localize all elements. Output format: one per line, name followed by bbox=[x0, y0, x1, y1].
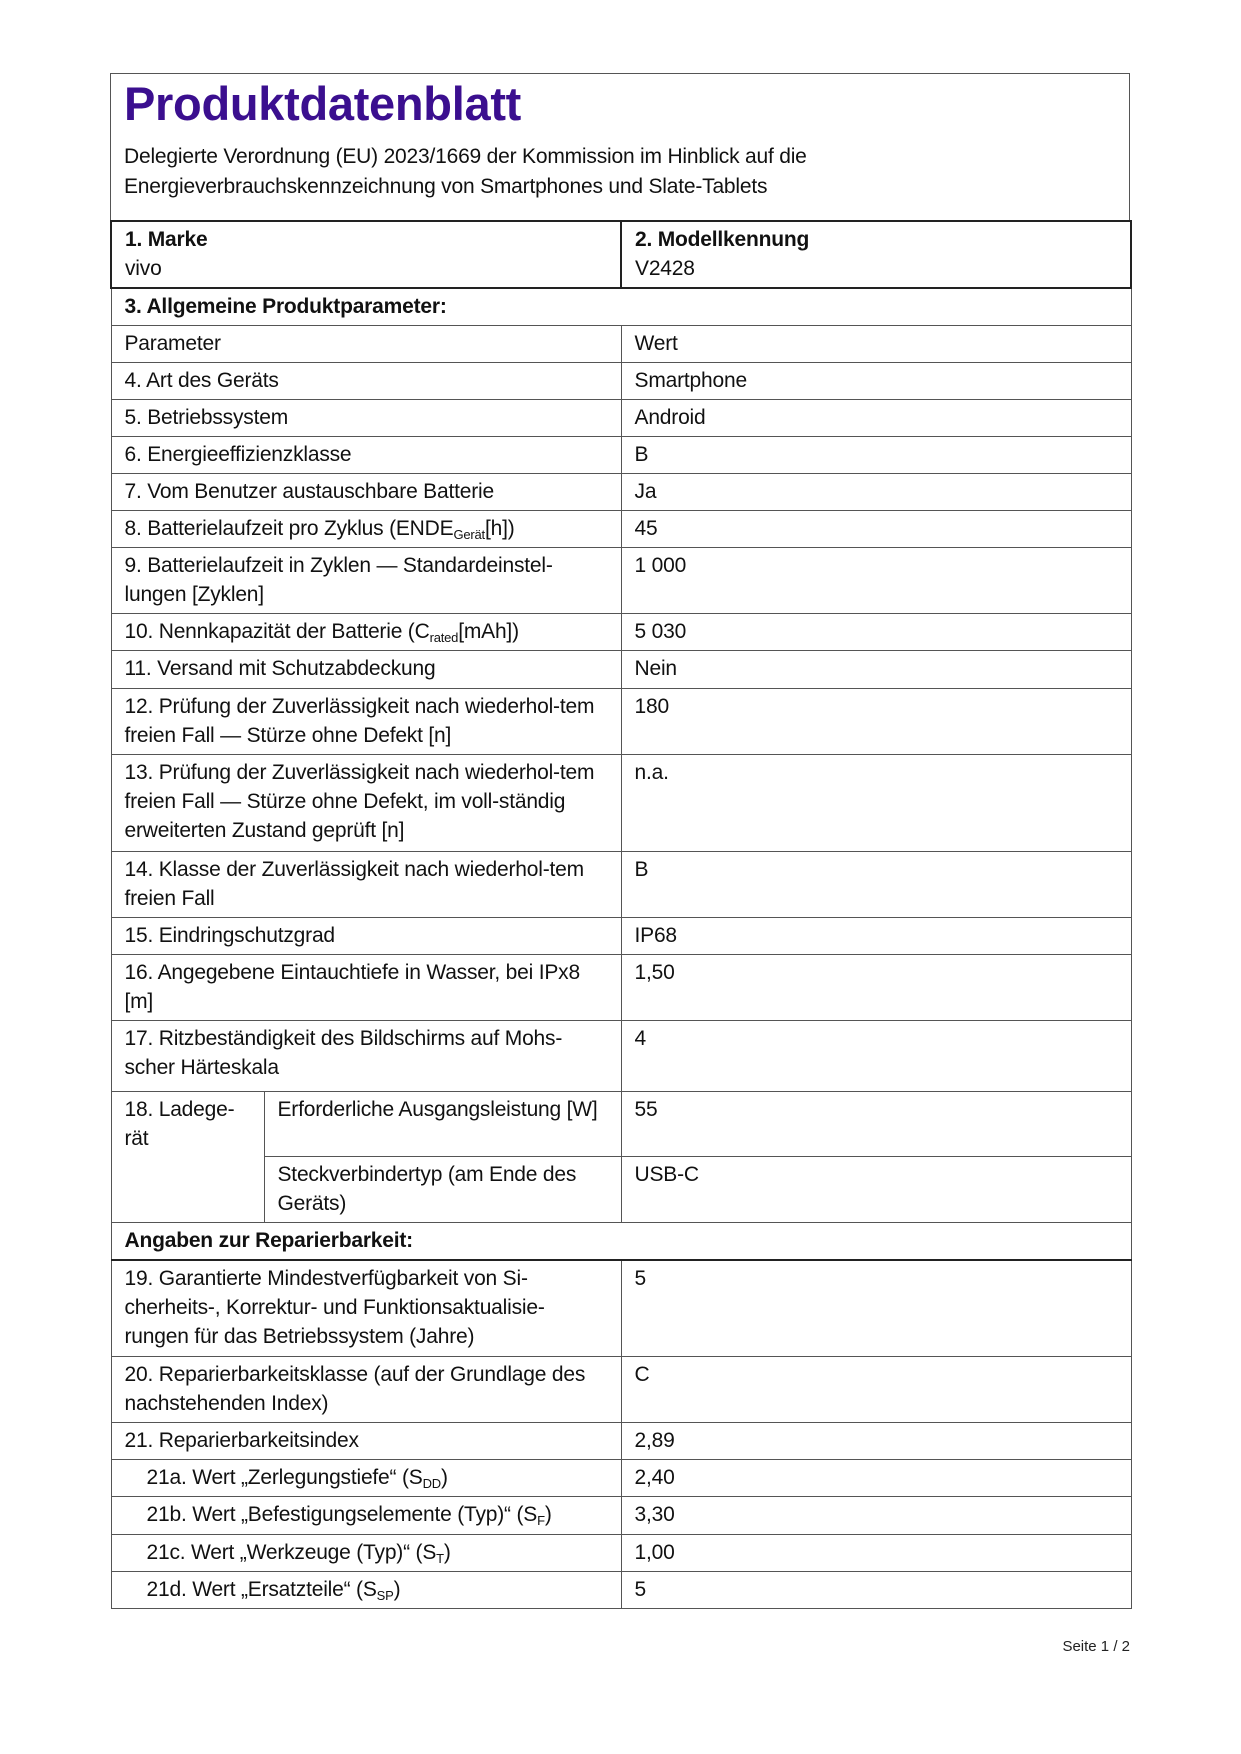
charger-power-value: 55 bbox=[621, 1092, 1131, 1157]
label-text: ) bbox=[440, 1465, 448, 1489]
section-title: 3. Allgemeine Produktparameter: bbox=[111, 288, 1131, 326]
row-value: 180 bbox=[621, 689, 1131, 755]
table-row bbox=[111, 511, 1131, 548]
label-text: ) bbox=[443, 1540, 451, 1564]
label-subscript: Gerät bbox=[453, 527, 485, 542]
label-text: [mAh]) bbox=[458, 620, 519, 643]
row-value: Smartphone bbox=[621, 363, 1131, 400]
row-label: 11. Versand mit Schutzabdeckung bbox=[111, 651, 621, 689]
brand-model-row bbox=[111, 221, 1131, 288]
row-value: 45 bbox=[621, 511, 1131, 548]
charger-connector-label: Steckverbindertyp (am Ende des Geräts) bbox=[264, 1157, 621, 1223]
row-value: 1 000 bbox=[621, 548, 1131, 614]
table-row bbox=[111, 1260, 1131, 1356]
label-subscript: F bbox=[537, 1512, 545, 1528]
label-text: ) bbox=[393, 1577, 401, 1601]
section-title: Angaben zur Reparierbarkeit: bbox=[111, 1223, 1131, 1261]
table-row bbox=[111, 363, 1131, 400]
table-row bbox=[111, 918, 1131, 955]
table-row bbox=[111, 437, 1131, 474]
row-label bbox=[111, 1571, 621, 1608]
row-label: 20. Reparierbarkeitsklasse (auf der Grundlage des nachstehenden Index) bbox=[111, 1356, 621, 1422]
column-header-row bbox=[111, 326, 1131, 363]
row-label: 15. Eindringschutzgrad bbox=[111, 918, 621, 955]
model-label: 2. Modellkennung bbox=[635, 228, 810, 251]
table-row bbox=[111, 614, 1131, 651]
label-text: [h]) bbox=[484, 517, 515, 540]
column-header-value: Wert bbox=[621, 326, 1131, 363]
table-row bbox=[111, 548, 1131, 614]
section-header-general bbox=[111, 288, 1131, 326]
row-value: 5 030 bbox=[621, 614, 1131, 651]
row-label: 9. Batterielaufzeit in Zyklen — Standardeinstel-lungen [Zyklen] bbox=[111, 548, 621, 614]
product-parameter-table bbox=[110, 220, 1132, 1609]
product-data-sheet bbox=[110, 73, 1130, 1609]
label-text: 21d. Wert „Ersatzteile“ (S bbox=[146, 1577, 377, 1601]
row-label: 17. Ritzbeständigkeit des Bildschirms auf Mohs-scher Härteskala bbox=[111, 1021, 621, 1092]
column-header-parameter: Parameter bbox=[111, 326, 621, 363]
label-subscript: rated bbox=[429, 630, 459, 645]
charger-row-connector bbox=[111, 1157, 1131, 1223]
row-label: 16. Angegebene Eintauchtiefe in Wasser, bei IPx8 [m] bbox=[111, 955, 621, 1021]
subtitle-line-1: Delegierte Verordnung (EU) 2023/1669 der Kommission im Hinblick auf die bbox=[124, 145, 807, 168]
model-value: V2428 bbox=[635, 257, 695, 280]
table-row bbox=[111, 955, 1131, 1021]
table-row bbox=[111, 400, 1131, 437]
label-subscript: DD bbox=[422, 1475, 441, 1491]
table-row bbox=[111, 755, 1131, 852]
table-sub-row bbox=[111, 1459, 1131, 1496]
row-value: IP68 bbox=[621, 918, 1131, 955]
row-value: 2,89 bbox=[621, 1422, 1131, 1459]
row-value: 5 bbox=[621, 1571, 1131, 1608]
label-text: 21b. Wert „Befestigungselemente (Typ)“ (S bbox=[146, 1502, 538, 1526]
charger-power-label: Erforderliche Ausgangsleistung [W] bbox=[264, 1092, 621, 1157]
row-label: 6. Energieeffizienzklasse bbox=[111, 437, 621, 474]
row-value: B bbox=[621, 437, 1131, 474]
table-row bbox=[111, 474, 1131, 511]
regulation-reference bbox=[124, 142, 1116, 202]
table-row bbox=[111, 689, 1131, 755]
row-value: 1,00 bbox=[621, 1534, 1131, 1571]
label-subscript: SP bbox=[376, 1587, 394, 1603]
subtitle-line-2: Energieverbrauchskennzeichnung von Smartphones und Slate-Tablets bbox=[124, 175, 768, 198]
row-value: 3,30 bbox=[621, 1496, 1131, 1534]
charger-row-power bbox=[111, 1092, 1131, 1157]
row-value: Ja bbox=[621, 474, 1131, 511]
label-text: 21a. Wert „Zerlegungstiefe“ (S bbox=[146, 1465, 423, 1489]
row-label bbox=[111, 614, 621, 651]
row-label: 12. Prüfung der Zuverlässigkeit nach wiederhol-tem freien Fall — Stürze ohne Defekt [n] bbox=[111, 689, 621, 755]
page-title: Produktdatenblatt bbox=[124, 77, 522, 130]
row-label bbox=[111, 1534, 621, 1571]
label-text: 21c. Wert „Werkzeuge (Typ)“ (S bbox=[146, 1540, 437, 1564]
table-row bbox=[111, 852, 1131, 918]
label-text: ) bbox=[544, 1502, 552, 1526]
label-text: 8. Batterielaufzeit pro Zyklus (ENDE bbox=[124, 517, 454, 540]
row-value: C bbox=[621, 1356, 1131, 1422]
row-label: 7. Vom Benutzer austauschbare Batterie bbox=[111, 474, 621, 511]
sheet-header bbox=[110, 73, 1130, 220]
label-text: 10. Nennkapazität der Batterie (C bbox=[124, 620, 430, 643]
row-label: 4. Art des Geräts bbox=[111, 363, 621, 400]
row-value: 4 bbox=[621, 1021, 1131, 1092]
row-label: 5. Betriebssystem bbox=[111, 400, 621, 437]
row-value: 2,40 bbox=[621, 1459, 1131, 1496]
charger-label: 18. Ladege-rät bbox=[111, 1092, 264, 1223]
table-row bbox=[111, 1422, 1131, 1459]
table-row bbox=[111, 651, 1131, 689]
row-label: 14. Klasse der Zuverlässigkeit nach wiederhol-tem freien Fall bbox=[111, 852, 621, 918]
label-subscript: T bbox=[436, 1550, 444, 1566]
row-label: 19. Garantierte Mindestverfügbarkeit von Si-cherheits-, Korrektur- und Funktionsaktualisie-rungen für das Betriebssystem (Jahre) bbox=[111, 1260, 621, 1356]
row-value: Nein bbox=[621, 651, 1131, 689]
table-sub-row bbox=[111, 1571, 1131, 1608]
row-value: 5 bbox=[621, 1260, 1131, 1356]
row-value: Android bbox=[621, 400, 1131, 437]
brand-label: 1. Marke bbox=[125, 228, 208, 251]
page-number: Seite 1 / 2 bbox=[1062, 1638, 1130, 1655]
brand-value: vivo bbox=[125, 257, 162, 280]
brand-cell bbox=[111, 221, 621, 288]
row-label: 13. Prüfung der Zuverlässigkeit nach wiederhol-tem freien Fall — Stürze ohne Defekt, im voll-ständig erweiterten Zustand geprüft [n] bbox=[111, 755, 621, 852]
row-label bbox=[111, 511, 621, 548]
row-value: B bbox=[621, 852, 1131, 918]
row-label bbox=[111, 1459, 621, 1496]
table-row bbox=[111, 1356, 1131, 1422]
row-value: n.a. bbox=[621, 755, 1131, 852]
model-cell bbox=[621, 221, 1131, 288]
row-label bbox=[111, 1496, 621, 1534]
section-header-repair bbox=[111, 1223, 1131, 1261]
row-label: 21. Reparierbarkeitsindex bbox=[111, 1422, 621, 1459]
table-sub-row bbox=[111, 1534, 1131, 1571]
table-sub-row bbox=[111, 1496, 1131, 1534]
table-row bbox=[111, 1021, 1131, 1092]
row-value: 1,50 bbox=[621, 955, 1131, 1021]
charger-connector-value: USB-C bbox=[621, 1157, 1131, 1223]
